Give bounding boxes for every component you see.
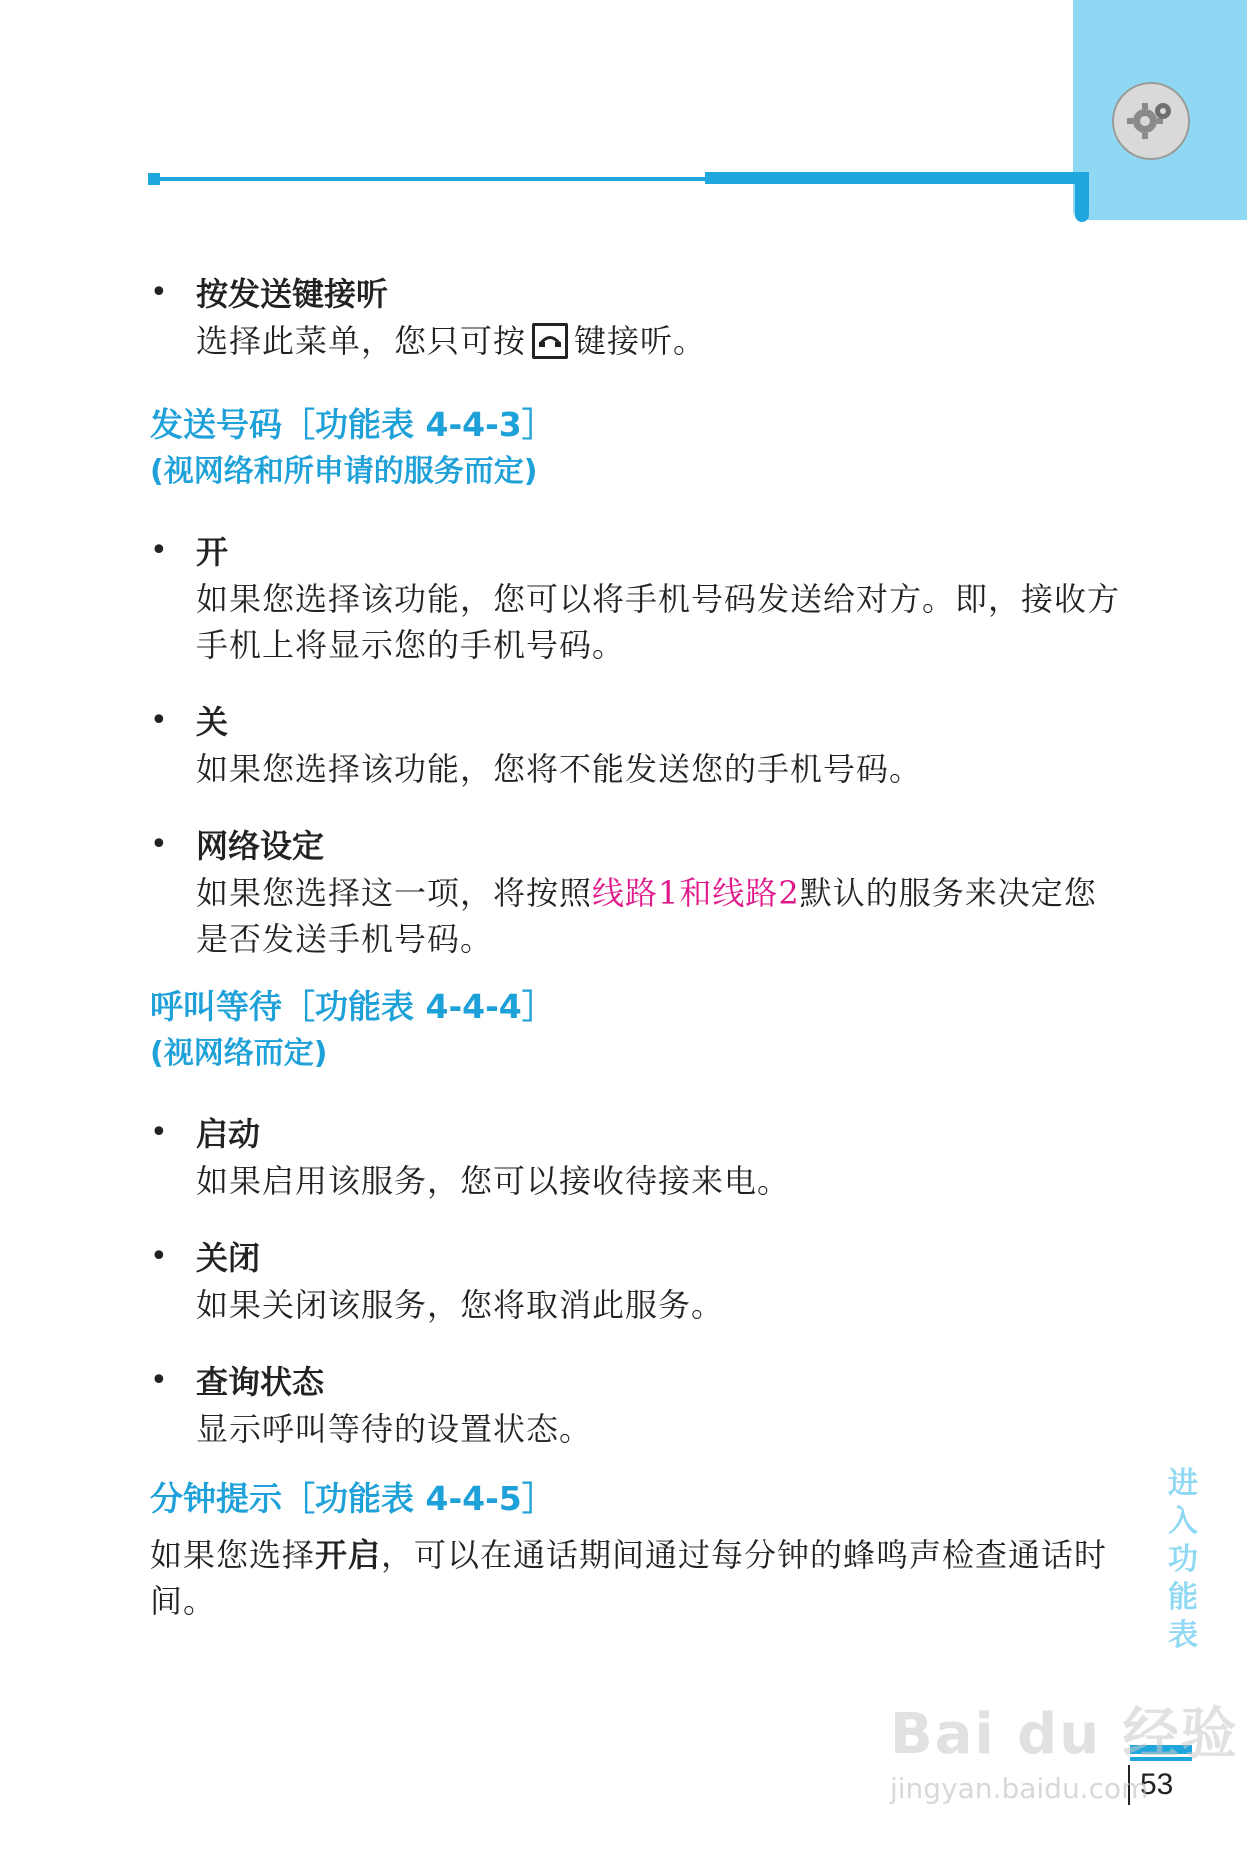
watermark-url: jingyan.baidu.com [890,1772,1149,1805]
list-item [150,1234,1120,1328]
header-rule-cap [1075,172,1089,222]
desc-after: 默认的服务来决定您是否发送手机号码。 [196,874,1097,958]
item-title: 开 [196,533,229,571]
bullet: • [150,1115,168,1150]
header-rule-thick [705,172,1075,184]
gear-icon [1112,82,1190,160]
section-subheading-call-waiting: (视网络而定) [150,1036,328,1071]
desc-before: 选择此菜单，您只可按 [196,322,527,360]
item-desc: 显示呼叫等待的设置状态。 [196,1410,593,1448]
watermark-logo: Bai du 经验 [890,1702,1239,1767]
line-highlight: 线路1和线路2 [592,874,800,912]
bullet: • [150,275,168,310]
list-item-network [150,822,1120,962]
header-rule [150,177,710,181]
header-rule-start [148,173,160,185]
item-desc: 如果关闭该服务，您将取消此服务。 [196,1286,725,1324]
item-title: 启动 [196,1115,261,1153]
section-heading-send-number: 发送号码［功能表 4-4-3］ [150,405,555,444]
bullet: • [150,1363,168,1398]
send-key-icon [532,323,568,359]
side-section-label: 进入功能表 [1168,1466,1198,1653]
item-desc: 如果您选择该功能，您将不能发送您的手机号码。 [196,750,923,788]
list-item [150,1358,1120,1452]
bullet: • [150,1239,168,1274]
bullet: • [150,703,168,738]
desc-after: ，可以在通话期间通过每分钟的蜂鸣声检查通话时间。 [150,1536,1108,1620]
page-number: 53 [1140,1768,1174,1801]
minute-minder-desc [150,1532,1110,1624]
list-item [150,528,1120,668]
desc-before: 如果您选择 [150,1536,316,1574]
desc-after: 键接听。 [574,322,707,360]
list-item [150,698,1120,792]
section-heading-call-waiting: 呼叫等待［功能表 4-4-4］ [150,987,555,1026]
list-item [150,1110,1120,1204]
bullet: • [150,827,168,862]
item-title: 网络设定 [196,827,325,865]
item-desc [196,318,1120,364]
item-title: 按发送键接听 [196,275,389,313]
bullet: • [150,533,168,568]
item-title: 关 [196,703,229,741]
section-subheading-send-number: (视网络和所申请的服务而定) [150,454,538,489]
item-desc: 如果您选择该功能，您可以将手机号码发送给对方。即，接收方手机上将显示您的手机号码。 [196,580,1121,664]
item-desc: 如果启用该服务，您可以接收待接来电。 [196,1162,791,1200]
desc-before: 如果您选择这一项，将按照 [196,874,593,912]
list-item-answer [150,270,1120,364]
section-heading-minute-minder: 分钟提示［功能表 4-4-5］ [150,1479,555,1518]
main-content [150,270,1120,1624]
item-title: 关闭 [196,1239,261,1277]
item-desc [196,870,1120,962]
item-title: 查询状态 [196,1363,325,1401]
desc-bold: 开启 [315,1536,382,1574]
